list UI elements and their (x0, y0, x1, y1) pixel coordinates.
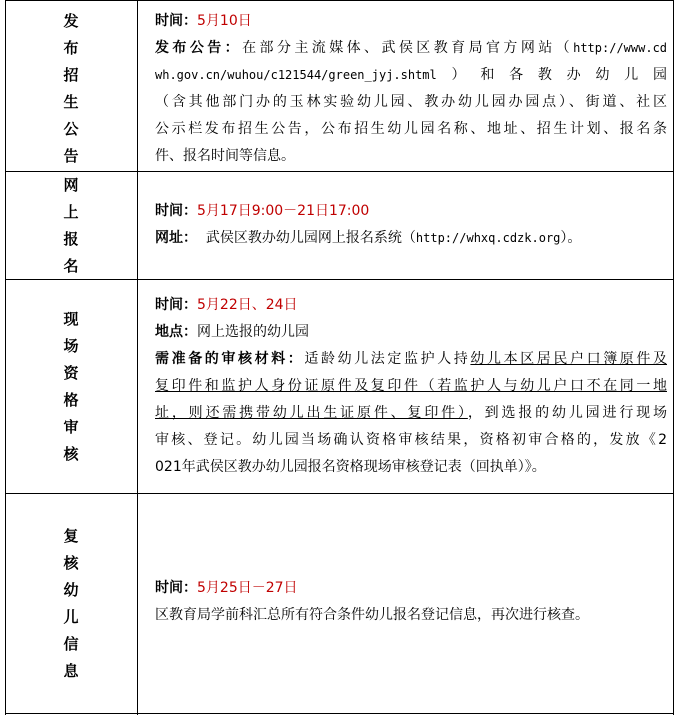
time-line (155, 8, 667, 35)
label-char: 息 (63, 661, 79, 680)
paragraph-line (155, 346, 667, 373)
label-char: 儿 (63, 607, 79, 626)
website-text: 武侯区教办幼儿园网上报名系统（ (205, 230, 416, 246)
time-value: 5月10日 (197, 13, 252, 29)
paragraph-line (155, 35, 667, 62)
label-char: 复 (63, 526, 79, 545)
row-content-recheck (155, 575, 667, 629)
time-value: 5月25日－27日 (197, 580, 298, 596)
column-divider (137, 0, 138, 715)
paragraph-text: 适龄幼儿法定监护人持 (304, 351, 471, 367)
label-char: 资 (63, 363, 79, 382)
website-url: http://www.cd (573, 41, 668, 55)
row-content-publish (155, 8, 667, 170)
paragraph-line: 件、报名时间等信息。 (155, 148, 295, 164)
row-label-onsite-review (5, 280, 137, 493)
label-char: 上 (63, 202, 79, 221)
announcement-heading: 发布公告： (155, 40, 243, 56)
required-documents: 幼儿本区居民户口簿原件及 (470, 351, 668, 367)
time-label: 时间： (155, 203, 197, 219)
label-char: 招 (63, 65, 79, 84)
paragraph-text: ）和各教办幼儿园 (436, 67, 667, 83)
paragraph-line: 公示栏发布招生公告，公布招生幼儿园名称、地址、招生计划、报名条 (155, 121, 667, 137)
row-label-publish (5, 6, 137, 171)
label-char: 告 (63, 146, 79, 165)
table-border-right (673, 0, 674, 715)
website-url: http://whxq.cdzk.org (415, 231, 561, 245)
label-char: 审 (63, 417, 79, 436)
website-label: 网址： (155, 230, 197, 246)
label-char: 名 (63, 256, 79, 275)
paragraph-line (155, 400, 667, 427)
table-border-top (5, 0, 674, 1)
row-label-recheck (5, 494, 137, 713)
paragraph-line: 021年武侯区教办幼儿园报名资格现场审核登记表（回执单）》。 (155, 459, 546, 475)
website-line (155, 225, 667, 252)
time-line (155, 198, 667, 225)
paragraph-text: ，到选报的幼儿园进行现场 (467, 405, 668, 421)
paragraph-line (155, 62, 667, 89)
required-documents: 址，则还需携带幼儿出生证原件、复印件） (155, 405, 468, 421)
label-char: 核 (63, 553, 79, 572)
required-documents: 复印件和监护人身份证原件及复印件（若监护人与幼儿户口不在同一地 (155, 378, 667, 394)
row-content-onsite-review (155, 292, 667, 481)
label-char: 网 (63, 175, 79, 194)
label-char: 发 (63, 11, 79, 30)
paragraph-line: 区教育局学前科汇总所有符合条件幼儿报名登记信息，再次进行核查。 (155, 607, 589, 623)
website-url: wh.gov.cn/wuhou/c121544/green_jyj.shtml (155, 68, 437, 82)
paragraph-line: 审核、登记。幼儿园当场确认资格审核结果，资格初审合格的，发放《2 (155, 432, 667, 448)
label-char: 核 (63, 444, 79, 463)
paragraph-line: （含其他部门办的玉林实验幼儿园、教办幼儿园办园点）、街道、社区 (155, 94, 667, 110)
table-border-bottom (5, 713, 674, 714)
row-label-online-registration (5, 172, 137, 279)
time-line (155, 575, 667, 602)
time-label: 时间： (155, 580, 197, 596)
materials-label: 需准备的审核材料： (155, 351, 305, 367)
place-label: 地点： (155, 324, 197, 340)
time-value: 5月17日9:00－21日17:00 (197, 203, 370, 219)
time-line (155, 292, 667, 319)
label-char: 现 (63, 309, 79, 328)
website-text-end: ）。 (560, 230, 582, 246)
time-label: 时间： (155, 297, 197, 313)
label-char: 场 (63, 336, 79, 355)
label-char: 格 (63, 390, 79, 409)
label-char: 信 (63, 634, 79, 653)
paragraph-text: 在部分主流媒体、武侯区教育局官方网站（ (242, 40, 574, 56)
label-char: 生 (63, 92, 79, 111)
label-char: 报 (63, 229, 79, 248)
label-char: 布 (63, 38, 79, 57)
time-label: 时间： (155, 13, 197, 29)
place-value: 网上选报的幼儿园 (197, 324, 309, 340)
schedule-table (5, 0, 674, 715)
label-char: 公 (63, 119, 79, 138)
row-content-online-registration (155, 198, 667, 252)
place-line (155, 319, 667, 346)
time-value: 5月22日、24日 (197, 297, 298, 313)
label-char: 幼 (63, 580, 79, 599)
